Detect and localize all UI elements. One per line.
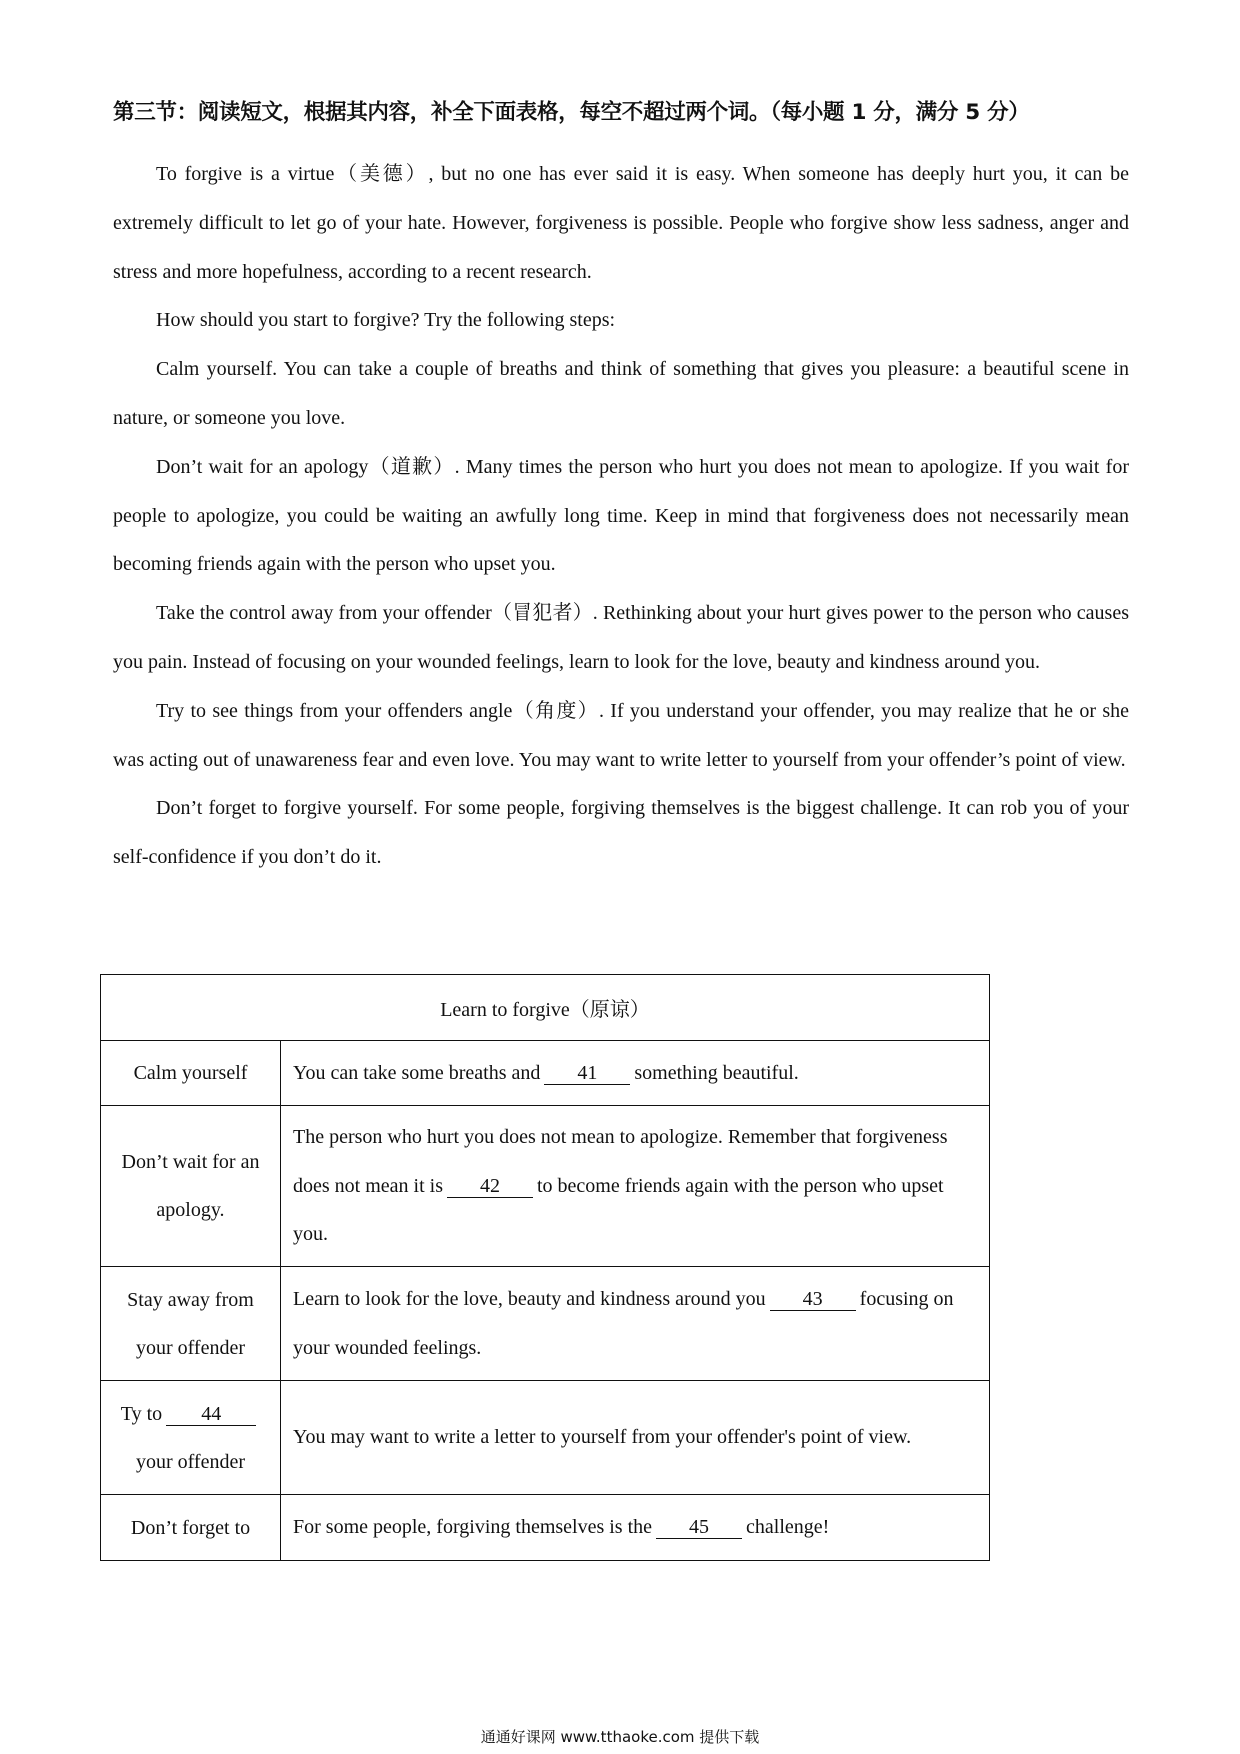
table-caption-row <box>101 975 990 1041</box>
table-row-content <box>281 1267 990 1381</box>
answer-blank-41[interactable]: 41 <box>544 1062 630 1085</box>
label-text: Ty to <box>120 1402 163 1425</box>
passage-paragraph: Take the control away from your offender（冒犯者）. Rethinking about your hurt gives power to the person who causes you pain. Instead of focusing on your wounded feelings, learn to look for the love, beauty and kindness around you. <box>113 602 1129 673</box>
table-row <box>101 1381 990 1495</box>
answer-blank-43[interactable]: 43 <box>770 1288 856 1311</box>
reading-passage <box>113 150 1129 882</box>
summary-table <box>100 974 990 1561</box>
passage-paragraph: Calm yourself. You can take a couple of breaths and think of something that gives you pleasure: a beautiful scene in nature, or someone you love. <box>113 358 1129 429</box>
table-caption: Learn to forgive（原谅） <box>101 975 990 1041</box>
passage-paragraph: Don’t forget to forgive yourself. For some people, forgiving themselves is the biggest challenge. It can rob you of your self-confidence if you don’t do it. <box>113 797 1129 869</box>
table-row-label: Calm yourself <box>101 1041 281 1106</box>
answer-blank-42[interactable]: 42 <box>447 1175 533 1198</box>
content-text: to become friends again with the person who upset you. <box>293 1174 944 1246</box>
content-text: challenge! <box>746 1516 830 1539</box>
table-row-content <box>281 1106 990 1267</box>
table-row-label: Don’t forget to <box>101 1495 281 1561</box>
content-text: You can take some breaths and <box>293 1061 541 1084</box>
table-row-label <box>101 1381 281 1495</box>
passage-paragraph: Don’t wait for an apology（道歉）. Many times the person who hurt you does not mean to apologize. If you wait for people to apologize, you could be waiting an awfully long time. Keep in mind that forgiveness does not necessarily mean becoming friends again with the person who upset you. <box>113 455 1129 576</box>
table-row-content <box>281 1495 990 1561</box>
table-row-label: Stay away from your offender <box>101 1267 281 1381</box>
table-row-label: Don’t wait for an apology. <box>101 1106 281 1267</box>
content-text: focusing on your wounded feelings. <box>293 1288 954 1359</box>
table-row-content: You may want to write a letter to yourself from your offender's point of view. <box>281 1381 990 1495</box>
table-row <box>101 1106 990 1267</box>
answer-blank-45[interactable]: 45 <box>656 1516 742 1539</box>
table-row <box>101 1041 990 1106</box>
label-text: your offender <box>135 1450 246 1473</box>
passage-paragraph: How should you start to forgive? Try the following steps: <box>156 309 616 332</box>
content-text: something beautiful. <box>634 1061 799 1084</box>
content-text: For some people, forgiving themselves is the <box>293 1516 653 1539</box>
table-row-content <box>281 1041 990 1106</box>
content-text: The person who hurt you does not mean to apologize. Remember that forgiveness does not mean it is <box>293 1126 948 1197</box>
page-footer: 通通好课网 www.tthaoke.com 提供下载 <box>480 1728 760 1746</box>
table-row <box>101 1267 990 1381</box>
content-text: Learn to look for the love, beauty and kindness around you <box>293 1288 766 1310</box>
table-row <box>101 1495 990 1561</box>
answer-blank-44[interactable]: 44 <box>166 1403 256 1426</box>
passage-paragraph: Try to see things from your offenders angle（角度）. If you understand your offender, you may realize that he or she was acting out of unawareness fear and even love. You may want to write letter to yourself from your offender’s point of view. <box>113 699 1129 771</box>
section-heading: 第三节：阅读短文，根据其内容，补全下面表格，每空不超过两个词。（每小题 1 分，满分 5 分） <box>113 100 1030 125</box>
passage-paragraph: To forgive is a virtue（美德）, but no one has ever said it is easy. When someone has deeply hurt you, it can be extremely difficult to let go of your hate. However, forgiveness is possible. People who forgive show less sadness, anger and stress and more hopefulness, according to a recent research. <box>113 163 1129 283</box>
